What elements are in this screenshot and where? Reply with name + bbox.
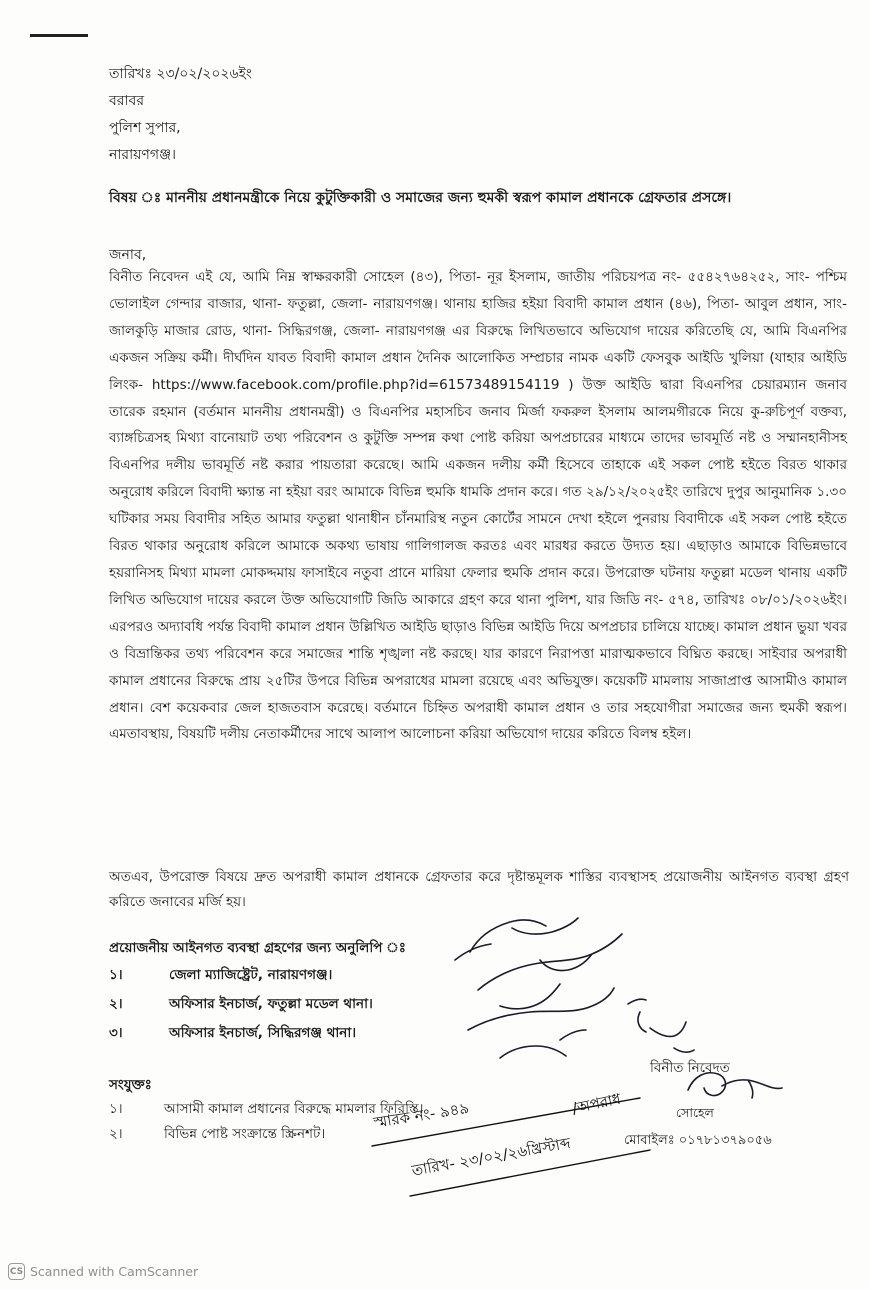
cc-title: প্রয়োজনীয় আইনগত ব্যবস্থা গ্রহণের জন্য অনুলিপি ঃ [109,940,406,956]
signer-name: সোহেল [676,1105,714,1120]
endorsement-scribble-1 [455,918,578,960]
camscanner-logo-icon: CS [8,1263,25,1280]
camscanner-watermark [8,1263,198,1280]
signer-mobile: মোবাইলঃ ০১৭৮১৩৭৯০৫৬ [624,1133,772,1148]
letter-body: বিনীত নিবেদন এই যে, আমি নিম্ন স্বাক্ষরকারী সোহেল (৪৩), পিতা- নূর ইসলাম, জাতীয় পরিচয়পত্র নং- ৫৫৪২৭৬৪২৫২, সাং- পশ্চিম ভোলাইল গেন্দার বাজার, থানা- ফতুল্লা, জেলা- নারায়ণগঞ্জ। থানায় হাজির হইয়া বিবাদী কামাল প্রধান (৪৬), পিতা- আবুল প্রধান, সাং- জালকুড়ি মাজার রোড, থানা- সিদ্ধিরগঞ্জ, জেলা- নারায়ণগঞ্জ এর বিরুদ্ধে লিখিতভাবে অভিযোগ দায়ের করিতেছি যে, আমি বিএনপির একজন সক্রিয় কর্মী। দীর্ঘদিন যাবত বিবাদী কামাল প্রধান দৈনিক আলোকিত সম্প্রচার নামক একটি ফেসবুক আইডি খুলিয়া (যাহার আইডি লিংক- https://www.facebook.com/profile.php?id=61573489154119 ) উক্ত আইডি দ্বারা বিএনপির চেয়ারম্যান জনাব তারেক রহমান (বর্তমান মাননীয় প্রধানমন্ত্রী) ও বিএনপির মহাসচিব জনাব মির্জা ফকরুল ইসলাম আলমগীরকে নিয়ে কু-রুচিপূর্ণ বক্তব্য, ব্যাঙ্গচিত্রসহ মিথ্যা বানোয়াট তথ্য পরিবেশন ও কুটুক্তি সম্পন্ন কথা পোষ্ট করিয়া অপপ্রচারের মাধ্যমে তাদের ভাবমূর্তি নষ্ট ও সম্মানহানীসহ বিএনপির দলীয় ভাবমূর্তি নষ্ট করার পায়তারা করেছে। আমি একজন দলীয় কর্মী হিসেবে তাহাকে এই সকল পোষ্ট হইতে বিরত থাকার অনুরোধ করিলে বিবাদী ক্ষ্যান্ত না হইয়া বরং আমাকে বিভিন্ন হুমকি ধামকি প্রদান করে। গত ২৯/১২/২০২৫ইং তারিখে দুপুর আনুমানিক ১.৩০ ঘটিকার সময় বিবাদীর সহিত আমার ফতুল্লা থানাধীন চাঁনমারিস্থ নতুন কোর্টের সামনে দেখা হইলে পুনরায় বিবাদীকে এই সকল পোষ্ট হইতে বিরত থাকার অনুরোধ করিলে আমাকে অকথ্য ভাষায় গালিগালজ করতঃ এবং মারধর করতে উদ্যত হয়। এছাড়াও আমাকে বিভিন্নভাবে হয়রানিসহ মিথ্যা মামলা মোকদ্দমায় ফাসাইবে নতুবা প্রানে মারিয়া ফেলার হুমকি প্রদান করে। উপরোক্ত ঘটনায় ফতুল্লা মডেল থানায় একটি লিখিত অভিযোগ দায়ের করলে উক্ত অভিযোগটি জিডি আকারে গ্রহণ করে থানা পুলিশ, যার জিডি নং- ৫৭৪, তারিখঃ ০৮/০১/২০২৬ইং। এরপরও অদ্যাবধি পর্যন্ত বিবাদী কামাল প্রধান উল্লিখিত আইডি ছাড়াও বিভিন্ন আইডি দিয়ে অপপ্রচার চালিয়ে যাচ্ছে। কামাল প্রধান ভুয়া খবর ও বিভ্রান্তিকর তথ্য পরিবেশন করে সমাজের শান্তি শৃঙ্খলা নষ্ট করছে। যার কারণে নিরাপত্তা মারাত্মকভাবে বিঘ্নিত করছে। সাইবার অপরাধী কামাল প্রধানের বিরুদ্ধে প্রায় ২৫টির উপরে বিভিন্ন অপরাধের মামলা রয়েছে এবং অভিযুক্ত। কয়েকটি মামলায় সাজাপ্রাপ্ত আসামীও কামাল প্রধান। বেশ কয়েকবার জেল হাজতবাস করেছে। বর্তমানে চিহ্নিত অপরাধী কামাল প্রধান ও তার সহযোগীরা সমাজের জন্য হুমকী স্বরূপ। এমতাবস্থায়, বিষয়টি দলীয় নেতাকর্মীদের সাথে আলাপ আলোচনা করিয়া অভিযোগ দায়ের করিতে বিলম্ব হইল। [109,269,847,743]
cc-item-text: অফিসার ইনচার্জ, ফতুল্লা মডেল থানা। [169,996,373,1012]
endorsement-scribble-5 [650,1022,694,1052]
letter-to: বরাবর [109,93,145,109]
endorsement-scribble-3 [468,984,614,1030]
letter-location: নারায়ণগঞ্জ। [109,147,177,163]
cc-item-text: অফিসার ইনচার্জ, সিদ্ধিরগঞ্জ থানা। [169,1025,357,1041]
enclosure-title: সংযুক্তঃ [109,1077,152,1093]
letter-subject: বিষয় ঃ মাননীয় প্রধানমন্ত্রীকে নিয়ে কুটুক্তিকারী ও সমাজের জন্য হুমকী স্বরূপ কামাল প্রধানকে গ্রেফতার প্রসঙ্গে। [109,190,732,206]
stamp-memo-number: স্মারক নং- ৯৪৯ [372,1098,471,1132]
letter-closing: অতএব, উপরোক্ত বিষয়ে দ্রুত অপরাধী কামাল প্রধানকে গ্রেফতার করে দৃষ্টান্তমূলক শাস্তির ব্যবস্থাসহ প্রয়োজনীয় আইনগত ব্যবস্থা গ্রহণ করিতে জনাবের মর্জি হয়। [109,869,849,910]
endorsement-scribble-6 [628,999,646,1032]
cc-item-text: জেলা ম্যাজিষ্ট্রেট, নারায়ণগঞ্জ। [169,967,333,983]
salutation: জনাব, [109,247,147,263]
cc-item-number: ২। [109,996,123,1012]
enclosure-item-number: ১। [109,1101,123,1117]
cc-item-number: ১। [109,967,123,983]
stamp-crime-label: /অপরাধ [570,1089,623,1118]
endorsement-scribble-2 [478,934,622,990]
signature-label: বিনীত নিবেদত [650,1060,730,1076]
enclosure-item-number: ২। [109,1126,123,1142]
enclosure-item-text: আসামী কামাল প্রধানের বিরুদ্ধে মামলার ফিরিস্তি। [164,1101,424,1117]
camscanner-text: Scanned with CamScanner [30,1264,199,1279]
stamp-date: তারিখ- ২৩/০২/২৬খ্রিস্টাব্দ [410,1134,572,1180]
letter-date: তারিখঃ ২৩/০২/২০২৬ইং [109,66,252,82]
letter-recipient: পুলিশ সুপার, [109,120,181,136]
endorsement-scribble-4 [500,1030,586,1058]
cc-item-number: ৩। [109,1025,123,1041]
enclosure-item-text: বিভিন্ন পোষ্ট সংক্রান্তে স্ক্রিনশট। [164,1126,326,1142]
